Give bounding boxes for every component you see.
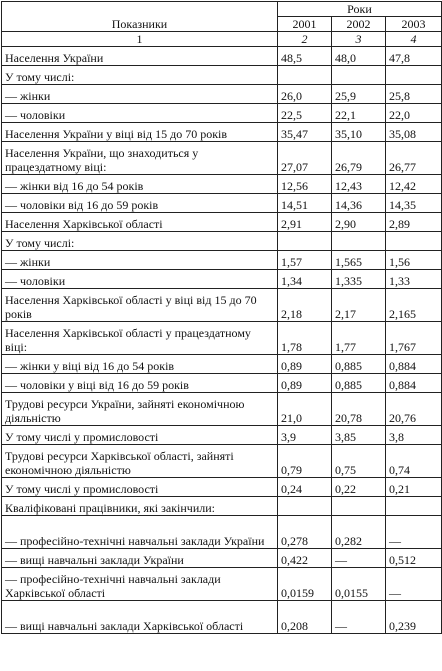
value-2002: 0,885 bbox=[332, 374, 386, 393]
table-row bbox=[2, 445, 442, 478]
value-2001: 21,0 bbox=[278, 393, 332, 426]
value-2001: 2,18 bbox=[278, 289, 332, 322]
value-2002: 25,9 bbox=[332, 85, 386, 104]
value-2001: 0,79 bbox=[278, 445, 332, 478]
table-row bbox=[2, 123, 442, 142]
row-label: — чоловіки від 16 до 59 років bbox=[2, 194, 278, 213]
table-row bbox=[2, 374, 442, 393]
header-year: 2003 bbox=[386, 17, 442, 32]
value-2003 bbox=[386, 66, 442, 85]
table-row bbox=[2, 251, 442, 270]
statistics-table bbox=[1, 1, 442, 634]
table-row bbox=[2, 142, 442, 175]
value-2003: 12,42 bbox=[386, 175, 442, 194]
value-2003: 0,884 bbox=[386, 374, 442, 393]
value-2001: 14,51 bbox=[278, 194, 332, 213]
value-2001: 0,89 bbox=[278, 355, 332, 374]
row-label: — жінки bbox=[2, 251, 278, 270]
row-label: — чоловіки bbox=[2, 270, 278, 289]
header-year: 2002 bbox=[332, 17, 386, 32]
value-2003 bbox=[386, 232, 442, 251]
value-2002: 2,90 bbox=[332, 213, 386, 232]
row-label: — професійно-технічні навчальні заклади України bbox=[2, 516, 278, 549]
table-row bbox=[2, 497, 442, 516]
value-2001: 26,0 bbox=[278, 85, 332, 104]
value-2002: 0,282 bbox=[332, 516, 386, 549]
value-2002: 1,565 bbox=[332, 251, 386, 270]
row-label: Населення Харківської області bbox=[2, 213, 278, 232]
value-2002: 0,885 bbox=[332, 355, 386, 374]
value-2002 bbox=[332, 232, 386, 251]
value-2002: 14,36 bbox=[332, 194, 386, 213]
value-2002 bbox=[332, 66, 386, 85]
header-indicators: Показники bbox=[2, 2, 278, 32]
table-row bbox=[2, 175, 442, 194]
value-2003: 0,21 bbox=[386, 478, 442, 497]
row-label: У тому числі у промисловості bbox=[2, 478, 278, 497]
value-2002: — bbox=[332, 601, 386, 634]
value-2002: 1,77 bbox=[332, 322, 386, 355]
table-row bbox=[2, 322, 442, 355]
row-label: Населення України bbox=[2, 47, 278, 66]
row-label: Трудові ресурси Харківської області, зайняті економічною діяльністю bbox=[2, 445, 278, 478]
row-label: — жінки від 16 до 54 років bbox=[2, 175, 278, 194]
value-2001: 12,56 bbox=[278, 175, 332, 194]
row-label: Населення України у віці від 15 до 70 років bbox=[2, 123, 278, 142]
value-2003: 2,165 bbox=[386, 289, 442, 322]
value-2002: 26,79 bbox=[332, 142, 386, 175]
table-row bbox=[2, 47, 442, 66]
value-2001: 0,278 bbox=[278, 516, 332, 549]
value-2002 bbox=[332, 497, 386, 516]
value-2001: 35,47 bbox=[278, 123, 332, 142]
column-number: 3 bbox=[332, 32, 386, 47]
table-row bbox=[2, 549, 442, 568]
value-2002: 0,22 bbox=[332, 478, 386, 497]
value-2003: 35,08 bbox=[386, 123, 442, 142]
value-2002: 3,85 bbox=[332, 426, 386, 445]
value-2001: 3,9 bbox=[278, 426, 332, 445]
table-row bbox=[2, 516, 442, 549]
table-row bbox=[2, 194, 442, 213]
value-2002: 22,1 bbox=[332, 104, 386, 123]
table-row bbox=[2, 601, 442, 634]
value-2002: 0,0155 bbox=[332, 568, 386, 601]
row-label: — вищі навчальні заклади України bbox=[2, 549, 278, 568]
table-row bbox=[2, 232, 442, 251]
row-label: У тому числі: bbox=[2, 232, 278, 251]
value-2001: 1,78 bbox=[278, 322, 332, 355]
value-2001: 1,57 bbox=[278, 251, 332, 270]
value-2003: 25,8 bbox=[386, 85, 442, 104]
value-2003: — bbox=[386, 516, 442, 549]
value-2003: 0,512 bbox=[386, 549, 442, 568]
value-2002: 20,78 bbox=[332, 393, 386, 426]
row-label: Кваліфіковані працівники, які закінчили: bbox=[2, 497, 278, 516]
value-2001: 27,07 bbox=[278, 142, 332, 175]
row-label: Населення України, що знаходиться у працездатному віці: bbox=[2, 142, 278, 175]
value-2001 bbox=[278, 497, 332, 516]
value-2003: 20,76 bbox=[386, 393, 442, 426]
row-label: — жінки bbox=[2, 85, 278, 104]
row-label: — професійно-технічні навчальні заклади Харківської області bbox=[2, 568, 278, 601]
row-label: Населення Харківської області у працездатному віці: bbox=[2, 322, 278, 355]
value-2002: 2,17 bbox=[332, 289, 386, 322]
table-row bbox=[2, 66, 442, 85]
value-2002: 35,10 bbox=[332, 123, 386, 142]
value-2003: 2,89 bbox=[386, 213, 442, 232]
value-2003: 1,56 bbox=[386, 251, 442, 270]
value-2001: 2,91 bbox=[278, 213, 332, 232]
table-row bbox=[2, 478, 442, 497]
value-2003: 0,74 bbox=[386, 445, 442, 478]
value-2002: 12,43 bbox=[332, 175, 386, 194]
value-2003: 47,8 bbox=[386, 47, 442, 66]
value-2001: 0,422 bbox=[278, 549, 332, 568]
value-2001: 0,24 bbox=[278, 478, 332, 497]
table-row bbox=[2, 393, 442, 426]
value-2002: 48,0 bbox=[332, 47, 386, 66]
table-row bbox=[2, 270, 442, 289]
value-2002: 1,335 bbox=[332, 270, 386, 289]
table-row bbox=[2, 104, 442, 123]
table-row bbox=[2, 213, 442, 232]
value-2001: 48,5 bbox=[278, 47, 332, 66]
value-2003: 26,77 bbox=[386, 142, 442, 175]
value-2003: 1,33 bbox=[386, 270, 442, 289]
value-2003: 22,0 bbox=[386, 104, 442, 123]
table-header bbox=[2, 2, 442, 47]
row-label: У тому числі у промисловості bbox=[2, 426, 278, 445]
table-row bbox=[2, 568, 442, 601]
value-2003: 1,767 bbox=[386, 322, 442, 355]
row-label: — вищі навчальні заклади Харківської області bbox=[2, 601, 278, 634]
value-2001: 0,89 bbox=[278, 374, 332, 393]
table-row bbox=[2, 289, 442, 322]
value-2001: 22,5 bbox=[278, 104, 332, 123]
value-2002: 0,75 bbox=[332, 445, 386, 478]
row-label: — чоловіки у віці від 16 до 59 років bbox=[2, 374, 278, 393]
column-number: 2 bbox=[278, 32, 332, 47]
value-2003 bbox=[386, 497, 442, 516]
table-body bbox=[2, 47, 442, 634]
value-2001 bbox=[278, 232, 332, 251]
value-2002: — bbox=[332, 549, 386, 568]
value-2003: 3,8 bbox=[386, 426, 442, 445]
table-row bbox=[2, 85, 442, 104]
table-row bbox=[2, 426, 442, 445]
value-2001: 0,0159 bbox=[278, 568, 332, 601]
value-2003: 14,35 bbox=[386, 194, 442, 213]
row-label: Населення Харківської області у віці від 15 до 70 років bbox=[2, 289, 278, 322]
value-2001 bbox=[278, 66, 332, 85]
table-row bbox=[2, 355, 442, 374]
header-years: Роки bbox=[278, 2, 442, 17]
value-2001: 0,208 bbox=[278, 601, 332, 634]
row-label: — жінки у віці від 16 до 54 років bbox=[2, 355, 278, 374]
value-2001: 1,34 bbox=[278, 270, 332, 289]
row-label: Трудові ресурси України, зайняті економічною діяльністю bbox=[2, 393, 278, 426]
row-label: — чоловіки bbox=[2, 104, 278, 123]
value-2003: 0,884 bbox=[386, 355, 442, 374]
row-label: У тому числі: bbox=[2, 66, 278, 85]
value-2003: — bbox=[386, 568, 442, 601]
column-number: 4 bbox=[386, 32, 442, 47]
column-number: 1 bbox=[2, 32, 278, 47]
header-year: 2001 bbox=[278, 17, 332, 32]
value-2003: 0,239 bbox=[386, 601, 442, 634]
